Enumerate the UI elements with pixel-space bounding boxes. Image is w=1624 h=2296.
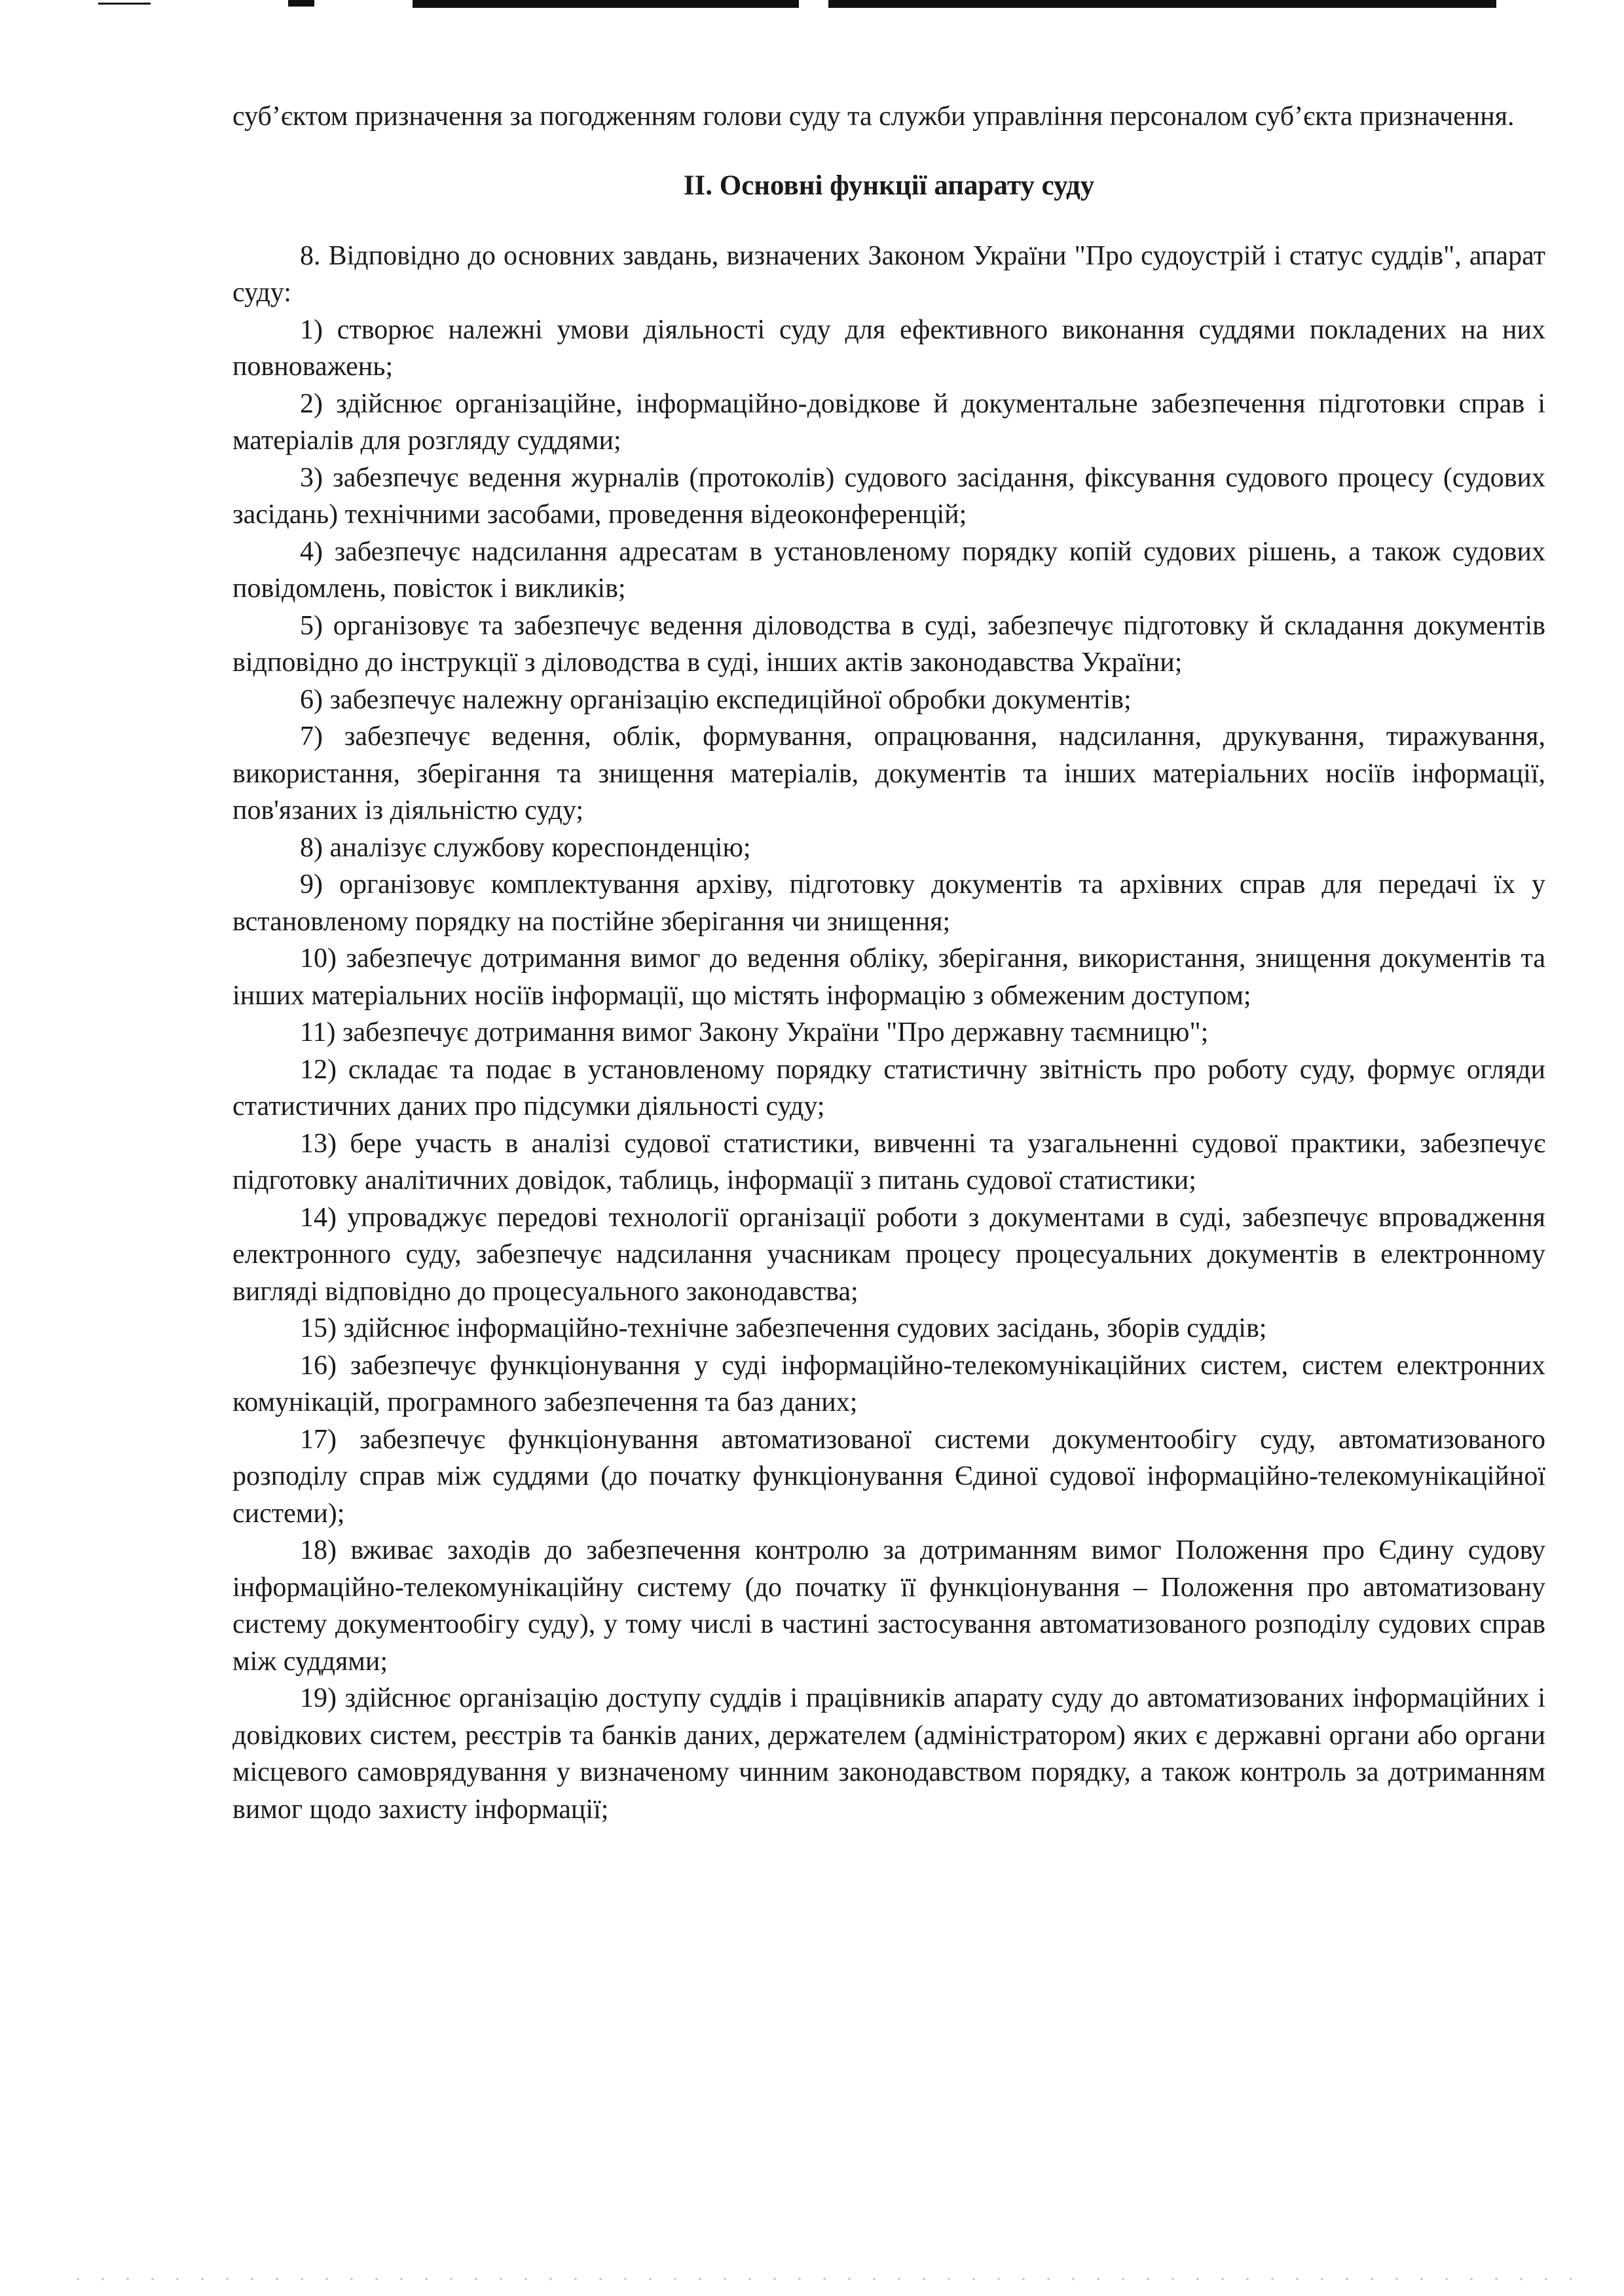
function-item: 10) забезпечує дотримання вимог до ведення обліку, зберігання, використання, знищення документів та інших матеріальних носіїв інформації, що містять інформацію з обмеженим доступом; xyxy=(232,943,1545,1011)
function-item: 14) упроваджує передові технології організації роботи з документами в суді, забезпечує впровадження електронного суду, забезпечує надсилання учасникам процесу процесуальних документів в електронному вигляді відповідно до процесуального законодавства; xyxy=(232,1202,1545,1307)
function-item: 3) забезпечує ведення журналів (протоколів) судового засідання, фіксування судового процесу (судових засідань) технічними засобами, проведення відеоконференцій; xyxy=(232,462,1545,530)
intro-paragraph: суб’єктом призначення за погодженням голови суду та служби управління персоналом суб’єкта призначення. xyxy=(232,101,1515,132)
scan-artifact-bar xyxy=(413,0,799,8)
function-item: 9) організовує комплектування архіву, підготовку документів та архівних справ для передачі їх у встановленому порядку на постійне зберігання чи знищення; xyxy=(232,869,1545,937)
function-item: 16) забезпечує функціонування у суді інформаційно-телекомунікаційних систем, систем електронних комунікацій, програмного забезпечення та баз даних; xyxy=(232,1350,1545,1417)
function-item: 17) забезпечує функціонування автоматизованої системи документообігу суду, автоматизованого розподілу справ між суддями (до початку функціонування Єдиної судової інформаційно-телекомунікаційної системи); xyxy=(232,1424,1545,1529)
document-body xyxy=(232,98,1545,1828)
scan-artifact-bar xyxy=(828,0,1496,8)
function-item: 4) забезпечує надсилання адресатам в установленому порядку копій судових рішень, а також судових повідомлень, повісток і викликів; xyxy=(232,536,1545,604)
function-item: 1) створює належні умови діяльності суду для ефективного виконання суддями покладених на них повноважень; xyxy=(232,314,1545,382)
function-item: 6) забезпечує належну організацію експедиційної обробки документів; xyxy=(300,684,1132,715)
function-item: 18) вживає заходів до забезпечення контролю за дотриманням вимог Положення про Єдину судову інформаційно-телекомунікаційну систему (до початку її функціонування – Положення про автоматизовану систему документообігу суду), у тому числі в частині застосування автоматизованого розподілу судових справ між суддями; xyxy=(232,1535,1545,1677)
function-item: 8) аналізує службову кореспонденцію; xyxy=(300,832,751,863)
function-item: 7) забезпечує ведення, облік, формування, опрацювання, надсилання, друкування, тиражування, використання, зберігання та знищення матеріалів, документів та інших матеріальних носіїв інформації, пов'язаних із діяльністю суду; xyxy=(232,721,1545,826)
scan-artifact-bar xyxy=(98,3,151,5)
function-item: 13) бере участь в аналізі судової статистики, вивченні та узагальненні судової практики, забезпечує підготовку аналітичних довідок, таблиць, інформації з питань судової статистики; xyxy=(232,1128,1545,1195)
scan-noise-line xyxy=(65,2277,1572,2281)
function-item: 5) організовує та забезпечує ведення діловодства в суді, забезпечує підготовку й складання документів відповідно до інструкції з діловодства в суді, інших актів законодавства України; xyxy=(232,610,1545,678)
function-item: 19) здійснює організацію доступу суддів і працівників апарату суду до автоматизованих інформаційних і довідкових систем, реєстрів та банків даних, держателем (адміністратором) яких є державні органи або органи місцевого самоврядування у визначеному чинним законодавством порядку, а також контроль за дотриманням вимог щодо захисту інформації; xyxy=(232,1683,1545,1825)
scan-artifact-bar xyxy=(288,0,314,7)
function-item: 2) здійснює організаційне, інформаційно-довідкове й документальне забезпечення підготовки справ і матеріалів для розгляду суддями; xyxy=(232,388,1545,456)
lead-paragraph: 8. Відповідно до основних завдань, визначених Законом України "Про судоустрій і статус суддів", апарат суду: xyxy=(232,240,1545,308)
function-item: 11) забезпечує дотримання вимог Закону України "Про державну таємницю"; xyxy=(300,1017,1209,1048)
section-heading: ІІ. Основні функції апарату суду xyxy=(683,170,1095,201)
function-item: 15) здійснює інформаційно-технічне забезпечення судових засідань, зборів суддів; xyxy=(300,1313,1267,1343)
function-item: 12) складає та подає в установленому порядку статистичну звітність про роботу суду, формує огляди статистичних даних про підсумки діяльності суду; xyxy=(232,1054,1545,1121)
